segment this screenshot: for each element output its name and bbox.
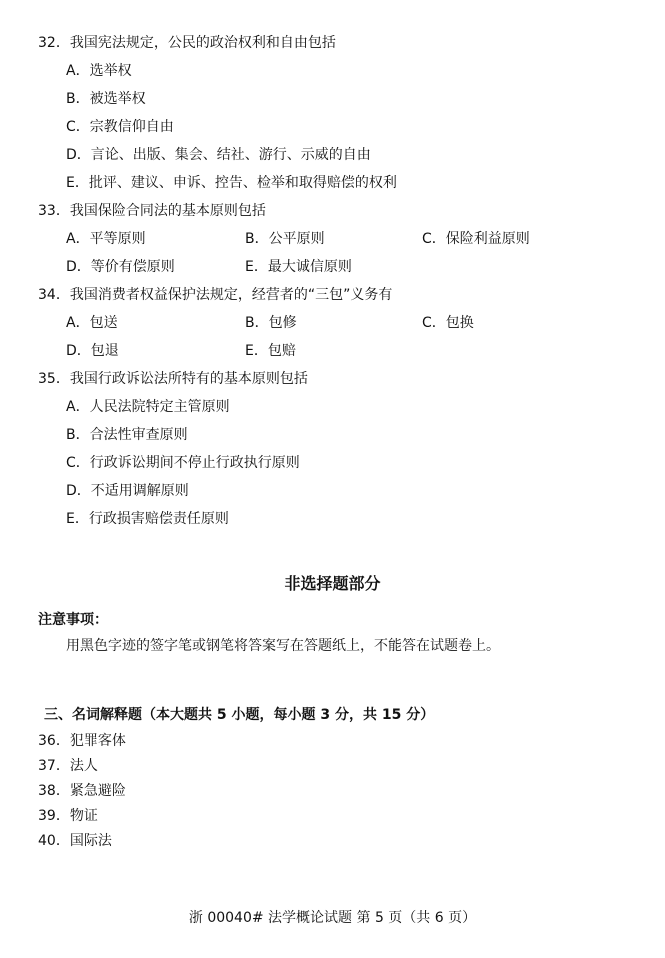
question-32-option-b: B．被选举权 bbox=[66, 91, 146, 107]
question-33-option-b: B．公平原则 bbox=[245, 231, 325, 247]
question-32-option-c: C．宗教信仰自由 bbox=[66, 119, 174, 135]
question-33-option-a: A．平等原则 bbox=[66, 231, 146, 247]
question-35-option-b: B．合法性审查原则 bbox=[66, 427, 188, 443]
term-item-36: 36．犯罪客体 bbox=[38, 733, 126, 749]
question-34-option-c: C．包换 bbox=[422, 315, 474, 331]
question-34-option-b: B．包修 bbox=[245, 315, 297, 331]
term-item-39: 39．物证 bbox=[38, 808, 98, 824]
question-34-option-e: E．包赔 bbox=[245, 343, 296, 359]
question-35-option-d: D．不适用调解原则 bbox=[66, 483, 189, 499]
question-34-option-d: D．包退 bbox=[66, 343, 119, 359]
question-32-option-e: E．批评、建议、申诉、控告、检举和取得赔偿的权利 bbox=[66, 175, 397, 191]
notes-title: 注意事项： bbox=[38, 612, 108, 628]
question-32-stem: 32．我国宪法规定，公民的政治权利和自由包括 bbox=[38, 35, 336, 51]
question-35-option-c: C．行政诉讼期间不停止行政执行原则 bbox=[66, 455, 300, 471]
question-32-option-a: A．选举权 bbox=[66, 63, 132, 79]
question-35-stem: 35．我国行政诉讼法所特有的基本原则包括 bbox=[38, 371, 308, 387]
page-footer: 浙 00040# 法学概论试题 第 5 页（共 6 页） bbox=[188, 910, 477, 926]
question-33-option-e: E．最大诚信原则 bbox=[245, 259, 352, 275]
question-32-option-d: D．言论、出版、集会、结社、游行、示威的自由 bbox=[66, 147, 371, 163]
question-35-option-a: A．人民法院特定主管原则 bbox=[66, 399, 230, 415]
question-33-option-c: C．保险利益原则 bbox=[422, 231, 530, 247]
section-title: 非选择题部分 bbox=[284, 574, 381, 593]
question-34-stem: 34．我国消费者权益保护法规定，经营者的“三包”义务有 bbox=[38, 287, 393, 303]
question-34-option-a: A．包送 bbox=[66, 315, 118, 331]
question-35-option-e: E．行政损害赔偿责任原则 bbox=[66, 511, 229, 527]
question-33-stem: 33．我国保险合同法的基本原则包括 bbox=[38, 203, 266, 219]
term-item-37: 37．法人 bbox=[38, 758, 98, 774]
notes-body: 用黑色字迹的签字笔或钢笔将答案写在答题纸上，不能答在试题卷上。 bbox=[66, 638, 500, 654]
part3-heading: 三、名词解释题（本大题共 5 小题，每小题 3 分，共 15 分） bbox=[44, 707, 435, 723]
term-item-38: 38．紧急避险 bbox=[38, 783, 126, 799]
question-33-option-d: D．等价有偿原则 bbox=[66, 259, 175, 275]
term-item-40: 40．国际法 bbox=[38, 833, 112, 849]
